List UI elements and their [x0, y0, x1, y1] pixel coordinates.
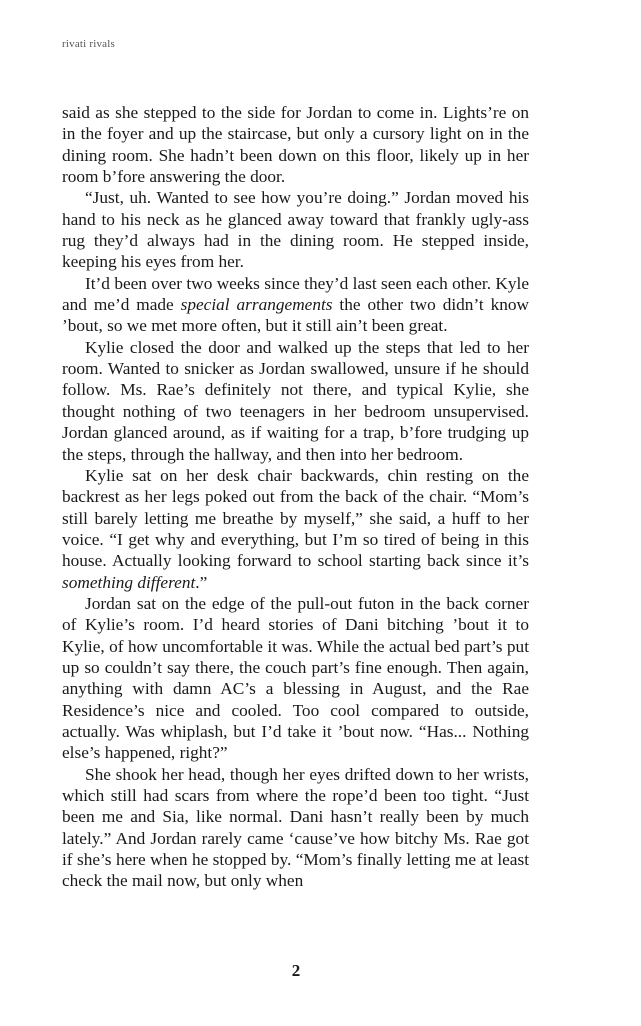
paragraph [62, 273, 529, 337]
page-number: 2 [291, 961, 301, 980]
text-segment: Kylie sat on her desk chair backwards, chin resting on the backrest as her legs poked out from the back of the chair. “Mom’s still barely letting me breathe by myself,” she said, a huff to her voice. “I get why and everything, but I’m so tired of being in this house. Actually looking forward to school starting back since it’s [62, 465, 529, 571]
paragraph [62, 102, 529, 187]
running-header: rivati rivals [62, 38, 116, 50]
italic-text-segment: special arrangements [180, 295, 333, 315]
text-segment: It’d been over two weeks since they’d last seen each other. Kyle and me’d made [62, 273, 529, 315]
text-segment: Jordan sat on the edge of the pull-out futon in the back corner of Kylie’s room. I’d heard stories of Dani bitching ’bout it to Kylie, of how uncomfortable it was. While the actual bed part’s put up so couldn’t say there, the couch part’s fine enough. Then again, anything with damn AC’s a blessing in August, and the Rae Residence’s nice and cooled. Too cool compared to outside, actually. Was whiplash, but I’d take it ’bout now. “Has... Nothing else’s happened, right?” [62, 593, 529, 763]
paragraph [62, 337, 529, 465]
text-segment: the other two didn’t know ’bout, so we met more often, but it still ain’t been great. [62, 295, 530, 336]
text-segment: She shook her head, though her eyes drifted down to her wrists, which still had scars from where the rope’d been too tight. “Just been me and Sia, like normal. Dani hasn’t really been by much lately.” And Jordan rarely came ‘cause’ve how bitchy Ms. Rae got if she’s here when he stopped by. “Mom’s finally letting me at least check the mail now, but only when [62, 764, 529, 891]
italic-text-segment: something different [62, 572, 196, 592]
paragraph [62, 593, 529, 764]
body-text [62, 102, 529, 892]
paragraph [62, 187, 529, 272]
text-segment: .” [195, 572, 208, 592]
text-segment: said as she stepped to the side for Jordan to come in. Lights’re on in the foyer and up the staircase, but only a cursory light on in the dining room. She hadn’t been down on this floor, likely up in her room b’fore answering the door. [62, 103, 529, 187]
paragraph [62, 764, 529, 892]
paragraph [62, 465, 529, 593]
text-segment: Kylie closed the door and walked up the steps that led to her room. Wanted to snicker as Jordan swallowed, unsure if he should follow. Ms. Rae’s definitely not there, and typical Kylie, she thought nothing of two teenagers in her bedroom unsupervised. Jordan glanced around, as if waiting for a trap, b’fore trudging up the steps, through the hallway, and then into her bedroom. [62, 337, 529, 464]
text-segment: “Just, uh. Wanted to see how you’re doing.” Jordan moved his hand to his neck as he glanced away toward that frankly ugly-ass rug they’d always had in the dining room. He stepped inside, keeping his eyes from her. [62, 188, 529, 272]
